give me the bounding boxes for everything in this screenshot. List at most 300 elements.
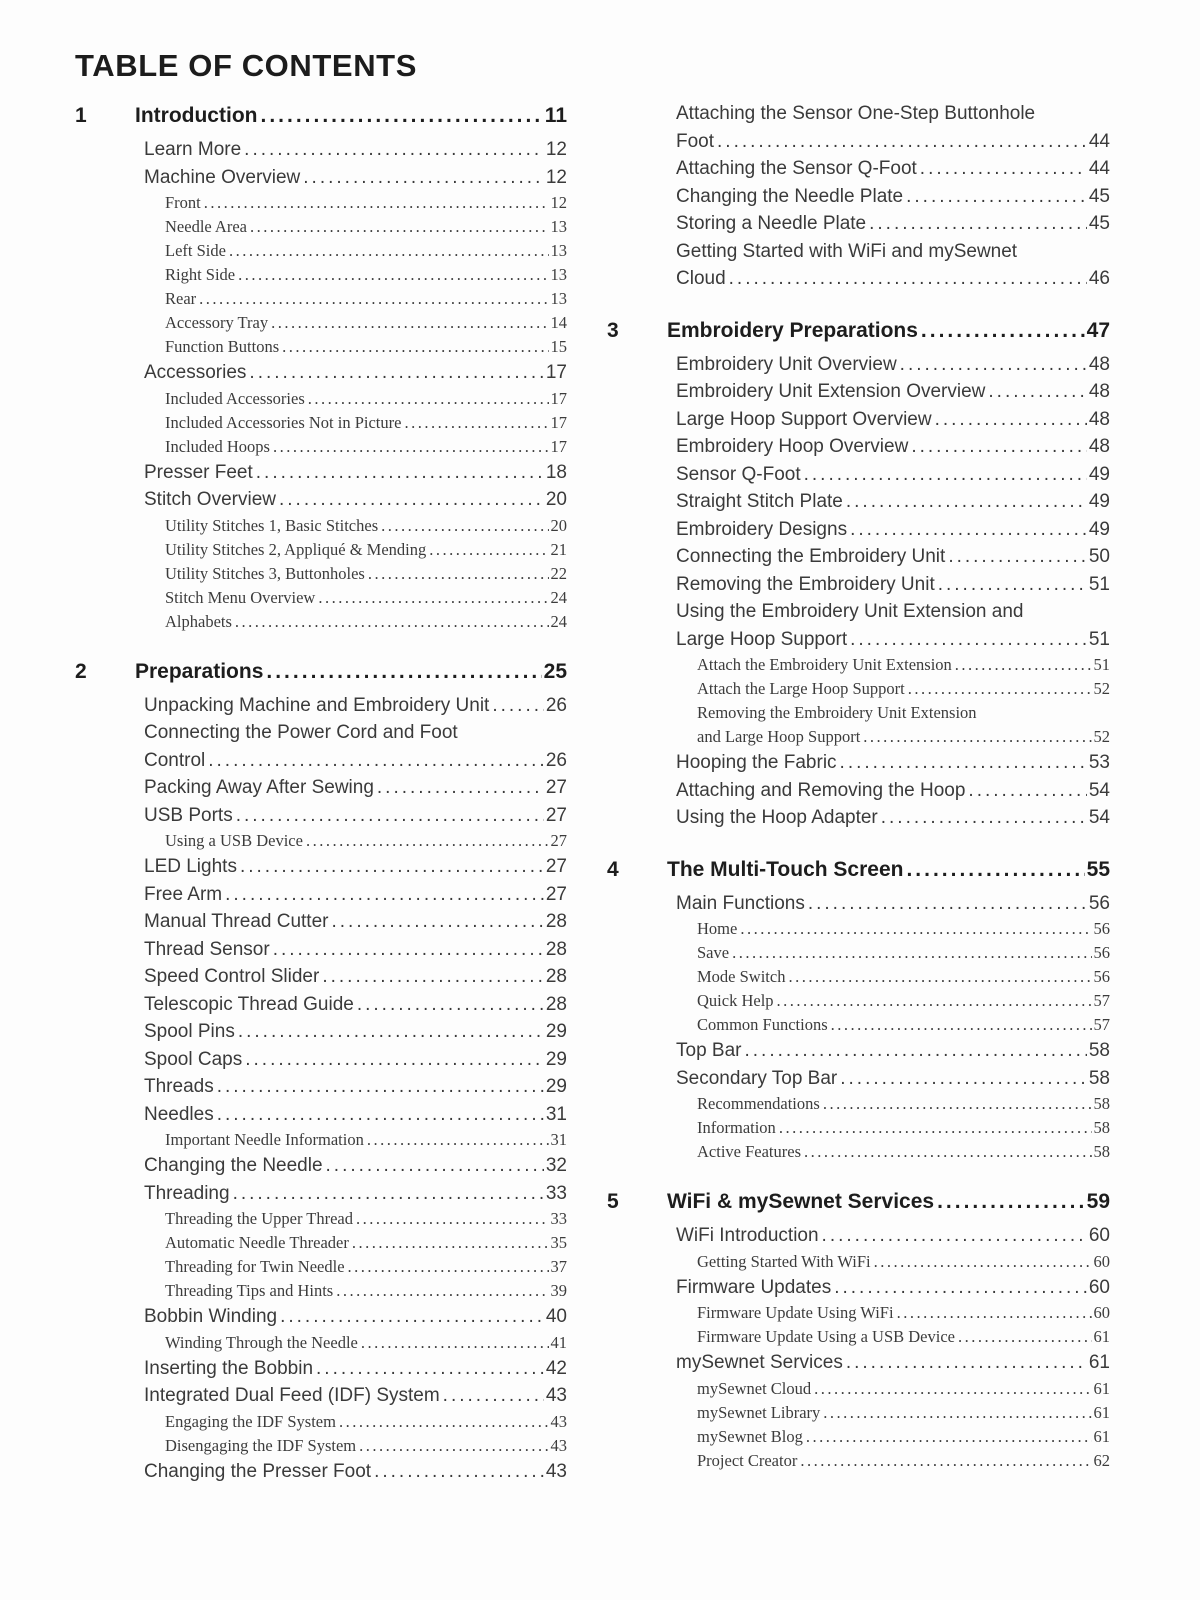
dot-leader bbox=[881, 804, 1087, 832]
toc-entry bbox=[165, 411, 567, 435]
entry-page-number: 29 bbox=[545, 1076, 567, 1097]
dot-leader bbox=[250, 215, 549, 239]
entry-label: Foot bbox=[676, 130, 715, 152]
chapter-number: 5 bbox=[607, 1190, 619, 1213]
dot-leader bbox=[744, 1037, 1086, 1065]
entry-page-number: 49 bbox=[1088, 518, 1110, 540]
toc-entry bbox=[165, 191, 567, 215]
dot-leader bbox=[779, 1116, 1092, 1140]
toc-entry bbox=[676, 598, 1110, 626]
entry-label: Rear bbox=[165, 289, 197, 308]
toc-entry bbox=[676, 1037, 1110, 1065]
toc-entry bbox=[144, 719, 567, 747]
dot-leader bbox=[920, 155, 1087, 183]
toc-entry bbox=[697, 941, 1110, 965]
toc-entry bbox=[676, 626, 1110, 654]
toc-entry bbox=[144, 1046, 567, 1074]
entry-label: Recommendations bbox=[697, 1094, 820, 1113]
toc-entry bbox=[144, 486, 567, 514]
entry-label: Telescopic Thread Guide bbox=[144, 993, 354, 1015]
entry-page-number: 54 bbox=[1088, 779, 1110, 801]
entry-page-number: 28 bbox=[545, 911, 567, 932]
entry-label: Save bbox=[697, 943, 730, 962]
entry-label: Free Arm bbox=[144, 883, 223, 905]
entry-label: Included Accessories Not in Picture bbox=[165, 412, 402, 432]
entry-page-number: 39 bbox=[550, 1281, 567, 1300]
dot-leader bbox=[238, 263, 548, 287]
entry-label: Function Buttons bbox=[165, 337, 280, 356]
dot-leader bbox=[282, 335, 548, 359]
toc-entry bbox=[676, 1349, 1110, 1377]
entry-page-number: 31 bbox=[545, 1103, 567, 1125]
entry-label: Stitch Menu Overview bbox=[165, 587, 316, 607]
toc-chapter-row bbox=[75, 102, 567, 130]
entry-page-number: 24 bbox=[550, 611, 567, 631]
entry-page-number: 61 bbox=[1088, 1352, 1110, 1373]
dot-leader bbox=[921, 317, 1085, 345]
toc-entry bbox=[144, 774, 567, 802]
entry-label: Changing the Presser Foot bbox=[144, 1460, 372, 1482]
dot-leader bbox=[336, 1279, 548, 1303]
entry-page-number: 13 bbox=[550, 265, 567, 284]
dot-leader bbox=[273, 936, 544, 964]
toc-entry bbox=[165, 215, 567, 239]
toc-entry bbox=[144, 908, 567, 936]
entry-label: Important Needle Information bbox=[165, 1130, 364, 1149]
entry-label: Straight Stitch Plate bbox=[676, 491, 843, 512]
entry-page-number: 52 bbox=[1093, 727, 1110, 746]
entry-label: Mode Switch bbox=[697, 967, 786, 986]
chapter-number: 2 bbox=[75, 659, 87, 683]
dot-leader bbox=[381, 514, 548, 538]
entry-page-number: 27 bbox=[545, 856, 567, 877]
dot-leader bbox=[357, 991, 544, 1019]
toc-entry bbox=[165, 514, 567, 538]
toc-entry bbox=[165, 1410, 567, 1434]
dot-leader bbox=[846, 488, 1087, 516]
dot-leader bbox=[280, 1303, 544, 1331]
entry-label: Active Features bbox=[697, 1142, 802, 1161]
toc-entry bbox=[144, 1101, 567, 1129]
toc-chapter-row bbox=[607, 856, 1110, 884]
entry-page-number: 43 bbox=[545, 1460, 567, 1482]
dot-leader bbox=[208, 747, 544, 775]
entry-label: Changing the Needle Plate bbox=[676, 185, 904, 207]
page-title: TABLE OF CONTENTS bbox=[75, 48, 417, 83]
toc-entry bbox=[165, 1255, 567, 1279]
chapter-title: Introduction bbox=[135, 104, 258, 127]
entry-label: Utility Stitches 1, Basic Stitches bbox=[165, 515, 379, 535]
entry-label: and Large Hoop Support bbox=[697, 727, 861, 746]
dot-leader bbox=[233, 1180, 544, 1208]
chapter-number: 1 bbox=[75, 104, 87, 127]
entry-page-number: 40 bbox=[545, 1306, 567, 1327]
entry-label: Winding Through the Needle bbox=[165, 1332, 358, 1352]
entry-label: Large Hoop Support Overview bbox=[676, 408, 932, 430]
toc-entry bbox=[697, 1116, 1110, 1140]
entry-page-number: 48 bbox=[1088, 436, 1110, 457]
entry-label: Front bbox=[165, 193, 201, 212]
dot-leader bbox=[846, 1349, 1087, 1377]
chapter-number: 3 bbox=[607, 318, 619, 342]
toc-entry bbox=[144, 1152, 567, 1180]
chapter-title: WiFi & mySewnet Services bbox=[667, 1190, 935, 1213]
entry-page-number: 17 bbox=[550, 412, 567, 432]
dot-leader bbox=[804, 461, 1087, 489]
entry-label: Machine Overview bbox=[144, 166, 301, 188]
entry-page-number: 20 bbox=[545, 489, 567, 510]
dot-leader bbox=[822, 1222, 1087, 1250]
toc-entry bbox=[165, 1331, 567, 1355]
entry-label: Needle Area bbox=[165, 217, 247, 236]
toc-columns bbox=[75, 100, 1110, 1485]
entry-label: Common Functions bbox=[697, 1015, 828, 1034]
entry-page-number: 45 bbox=[1088, 213, 1110, 234]
entry-page-number: 22 bbox=[550, 563, 567, 583]
toc-column-right bbox=[607, 100, 1110, 1473]
toc-entry bbox=[676, 804, 1110, 832]
toc-entry bbox=[144, 359, 567, 387]
toc-entry bbox=[697, 1449, 1110, 1473]
chapter-title: Embroidery Preparations bbox=[667, 318, 918, 342]
entry-label: Using the Embroidery Unit Extension and bbox=[676, 601, 1024, 622]
entry-page-number: 57 bbox=[1093, 991, 1110, 1010]
entry-page-number: 56 bbox=[1093, 919, 1110, 938]
toc-entry bbox=[144, 881, 567, 909]
entry-label: Embroidery Unit Overview bbox=[676, 353, 897, 375]
entry-label: LED Lights bbox=[144, 856, 237, 877]
dot-leader bbox=[850, 626, 1087, 654]
entry-page-number: 44 bbox=[1088, 130, 1110, 152]
entry-label: Firmware Update Using WiFi bbox=[697, 1303, 894, 1322]
entry-label: Connecting the Power Cord and Foot bbox=[144, 722, 458, 743]
dot-leader bbox=[316, 1355, 544, 1383]
entry-label: Attach the Large Hoop Support bbox=[697, 679, 905, 698]
entry-label: Embroidery Unit Extension Overview bbox=[676, 381, 986, 402]
toc-entry bbox=[165, 311, 567, 335]
entry-page-number: 48 bbox=[1088, 353, 1110, 375]
dot-leader bbox=[217, 1101, 544, 1129]
entry-label: Project Creator bbox=[697, 1450, 798, 1470]
entry-page-number: 43 bbox=[550, 1411, 567, 1431]
toc-entry bbox=[144, 164, 567, 192]
dot-leader bbox=[869, 210, 1087, 238]
entry-label: Accessory Tray bbox=[165, 313, 269, 332]
dot-leader bbox=[840, 1065, 1087, 1093]
dot-leader bbox=[236, 802, 544, 830]
entry-label: Thread Sensor bbox=[144, 938, 270, 960]
entry-label: Main Functions bbox=[676, 892, 805, 914]
entry-label: Threading Tips and Hints bbox=[165, 1281, 334, 1300]
entry-label: Packing Away After Sewing bbox=[144, 777, 374, 798]
entry-page-number: 56 bbox=[1093, 943, 1110, 962]
chapter-page-number: 47 bbox=[1086, 318, 1110, 342]
entry-page-number: 58 bbox=[1093, 1094, 1110, 1113]
dot-leader bbox=[911, 433, 1087, 461]
toc-entry bbox=[697, 917, 1110, 941]
entry-page-number: 56 bbox=[1088, 892, 1110, 914]
entry-page-number: 49 bbox=[1088, 463, 1110, 485]
dot-leader bbox=[492, 692, 544, 720]
toc-entry bbox=[165, 239, 567, 263]
entry-label: WiFi Introduction bbox=[676, 1225, 819, 1246]
chapter-title: Preparations bbox=[135, 659, 264, 683]
chapter-number: 4 bbox=[607, 857, 619, 881]
entry-page-number: 17 bbox=[550, 436, 567, 456]
dot-leader bbox=[429, 538, 548, 562]
toc-entry bbox=[697, 1325, 1110, 1349]
dot-leader bbox=[808, 890, 1087, 918]
toc-chapter-row bbox=[607, 317, 1110, 345]
entry-label: mySewnet Blog bbox=[697, 1426, 803, 1446]
entry-label: Connecting the Embroidery Unit bbox=[676, 546, 946, 567]
entry-label: Storing a Needle Plate bbox=[676, 213, 867, 234]
dot-leader bbox=[874, 1250, 1092, 1274]
entry-page-number: 60 bbox=[1093, 1303, 1110, 1322]
entry-label: Bobbin Winding bbox=[144, 1306, 278, 1327]
toc-entry bbox=[676, 265, 1110, 293]
dot-leader bbox=[244, 136, 544, 164]
toc-entry bbox=[697, 1401, 1110, 1425]
entry-page-number: 29 bbox=[545, 1021, 567, 1042]
entry-page-number: 44 bbox=[1088, 158, 1110, 179]
chapter-page-number: 55 bbox=[1086, 857, 1110, 881]
toc-entry bbox=[144, 136, 567, 164]
entry-label: Home bbox=[697, 919, 738, 938]
toc-entry bbox=[697, 1092, 1110, 1116]
dot-leader bbox=[217, 1073, 544, 1101]
entry-page-number: 13 bbox=[550, 241, 567, 260]
entry-label: Presser Feet bbox=[144, 461, 253, 483]
toc-entry bbox=[676, 571, 1110, 599]
dot-leader bbox=[377, 774, 544, 802]
entry-label: Quick Help bbox=[697, 991, 774, 1010]
dot-leader bbox=[273, 435, 549, 459]
dot-leader bbox=[235, 610, 549, 634]
toc-entry bbox=[165, 387, 567, 411]
entry-label: Attach the Embroidery Unit Extension bbox=[697, 655, 952, 674]
dot-leader bbox=[322, 963, 544, 991]
entry-page-number: 27 bbox=[545, 804, 567, 826]
entry-label: Unpacking Machine and Embroidery Unit bbox=[144, 694, 490, 716]
entry-label: mySewnet Cloud bbox=[697, 1378, 812, 1398]
dot-leader bbox=[271, 311, 548, 335]
dot-leader bbox=[240, 853, 544, 881]
entry-label: Top Bar bbox=[676, 1040, 742, 1061]
dot-leader bbox=[238, 1018, 544, 1046]
entry-label: Included Accessories bbox=[165, 388, 305, 408]
entry-page-number: 61 bbox=[1093, 1402, 1110, 1422]
entry-page-number: 33 bbox=[550, 1209, 567, 1228]
dot-leader bbox=[249, 359, 543, 387]
dot-leader bbox=[368, 562, 549, 586]
toc-entry bbox=[676, 1274, 1110, 1302]
dot-leader bbox=[777, 989, 1092, 1013]
entry-label: Attaching the Sensor Q-Foot bbox=[676, 158, 917, 179]
entry-page-number: 32 bbox=[545, 1155, 567, 1176]
dot-leader bbox=[729, 265, 1087, 293]
entry-page-number: 43 bbox=[550, 1435, 567, 1455]
dot-leader bbox=[935, 406, 1087, 434]
dot-leader bbox=[906, 183, 1087, 211]
toc-entry bbox=[165, 1128, 567, 1152]
entry-label: Attaching and Removing the Hoop bbox=[676, 779, 966, 801]
entry-label: Utility Stitches 2, Appliqué & Mending bbox=[165, 539, 427, 559]
dot-leader bbox=[788, 965, 1091, 989]
entry-page-number: 53 bbox=[1088, 752, 1110, 773]
dot-leader bbox=[348, 1255, 549, 1279]
toc-entry bbox=[676, 1222, 1110, 1250]
dot-leader bbox=[958, 1325, 1092, 1349]
toc-entry bbox=[165, 538, 567, 562]
entry-label: Getting Started With WiFi bbox=[697, 1251, 871, 1271]
toc-entry bbox=[165, 829, 567, 853]
entry-page-number: 58 bbox=[1088, 1067, 1110, 1089]
entry-label: mySewnet Services bbox=[676, 1352, 843, 1373]
entry-page-number: 37 bbox=[550, 1257, 567, 1276]
toc-entry bbox=[165, 335, 567, 359]
toc-entry bbox=[144, 1180, 567, 1208]
dot-leader bbox=[804, 1140, 1091, 1164]
toc-entry bbox=[165, 586, 567, 610]
dot-leader bbox=[279, 486, 544, 514]
entry-label: Removing the Embroidery Unit Extension bbox=[697, 703, 977, 722]
entry-label: Firmware Updates bbox=[676, 1276, 832, 1298]
entry-label: mySewnet Library bbox=[697, 1402, 821, 1422]
dot-leader bbox=[352, 1231, 549, 1255]
entry-label: Large Hoop Support bbox=[676, 628, 848, 650]
entry-page-number: 27 bbox=[550, 831, 567, 850]
toc-entry bbox=[165, 1207, 567, 1231]
toc-entry bbox=[676, 543, 1110, 571]
entry-label: Embroidery Hoop Overview bbox=[676, 436, 909, 457]
entry-page-number: 13 bbox=[550, 289, 567, 308]
entry-page-number: 57 bbox=[1093, 1015, 1110, 1034]
entry-label: Threading bbox=[144, 1182, 230, 1204]
entry-label: Utility Stitches 3, Buttonholes bbox=[165, 563, 365, 583]
entry-page-number: 52 bbox=[1093, 679, 1110, 698]
toc-entry bbox=[144, 1073, 567, 1101]
toc-entry bbox=[697, 677, 1110, 701]
entry-page-number: 58 bbox=[1093, 1142, 1110, 1161]
entry-page-number: 51 bbox=[1088, 628, 1110, 650]
dot-leader bbox=[908, 677, 1092, 701]
entry-page-number: 33 bbox=[545, 1182, 567, 1204]
toc-entry bbox=[144, 802, 567, 830]
entry-page-number: 24 bbox=[550, 587, 567, 607]
toc-entry bbox=[676, 1065, 1110, 1093]
entry-label: Threading for Twin Needle bbox=[165, 1257, 345, 1276]
entry-label: USB Ports bbox=[144, 804, 233, 826]
toc-entry bbox=[144, 853, 567, 881]
entry-label: Attaching the Sensor One-Step Buttonhole bbox=[676, 103, 1036, 124]
entry-page-number: 61 bbox=[1093, 1378, 1110, 1398]
entry-page-number: 60 bbox=[1093, 1251, 1110, 1271]
dot-leader bbox=[308, 387, 549, 411]
dot-leader bbox=[225, 881, 544, 909]
entry-page-number: 51 bbox=[1088, 573, 1110, 595]
toc-entry bbox=[165, 610, 567, 634]
entry-label: Stitch Overview bbox=[144, 489, 276, 510]
entry-label: Integrated Dual Feed (IDF) System bbox=[144, 1385, 440, 1406]
entry-label: Automatic Needle Threader bbox=[165, 1233, 349, 1252]
toc-entry bbox=[144, 963, 567, 991]
dot-leader bbox=[204, 191, 549, 215]
dot-leader bbox=[326, 1152, 544, 1180]
entry-page-number: 28 bbox=[545, 938, 567, 960]
toc-entry bbox=[676, 777, 1110, 805]
toc-entry bbox=[676, 406, 1110, 434]
dot-leader bbox=[968, 777, 1086, 805]
dot-leader bbox=[359, 1434, 548, 1458]
dot-leader bbox=[900, 351, 1087, 379]
toc-entry bbox=[144, 1382, 567, 1410]
entry-label: Manual Thread Cutter bbox=[144, 911, 329, 932]
dot-leader bbox=[740, 917, 1091, 941]
dot-leader bbox=[717, 128, 1087, 156]
entry-label: Alphabets bbox=[165, 611, 232, 631]
dot-leader bbox=[303, 164, 544, 192]
entry-page-number: 42 bbox=[545, 1357, 567, 1379]
dot-leader bbox=[806, 1425, 1092, 1449]
dot-leader bbox=[229, 239, 549, 263]
entry-label: Engaging the IDF System bbox=[165, 1411, 336, 1431]
entry-label: Accessories bbox=[144, 362, 247, 383]
toc-chapter-row bbox=[607, 1188, 1110, 1216]
dot-leader bbox=[356, 1207, 549, 1231]
dot-leader bbox=[443, 1382, 544, 1410]
dot-leader bbox=[361, 1331, 549, 1355]
chapter-page-number: 11 bbox=[544, 104, 567, 127]
chapter-title: The Multi-Touch Screen bbox=[667, 857, 904, 881]
entry-page-number: 48 bbox=[1088, 408, 1110, 430]
toc-entry bbox=[697, 965, 1110, 989]
entry-label: Threading the Upper Thread bbox=[165, 1209, 353, 1228]
entry-page-number: 29 bbox=[545, 1048, 567, 1070]
entry-label: Embroidery Designs bbox=[676, 518, 848, 540]
entry-label: Spool Pins bbox=[144, 1021, 235, 1042]
dot-leader bbox=[850, 516, 1087, 544]
entry-page-number: 15 bbox=[550, 337, 567, 356]
toc-entry bbox=[144, 747, 567, 775]
toc-entry bbox=[676, 183, 1110, 211]
dot-leader bbox=[840, 749, 1087, 777]
toc-entry bbox=[676, 238, 1110, 266]
entry-page-number: 12 bbox=[550, 193, 567, 212]
entry-label: Inserting the Bobbin bbox=[144, 1357, 314, 1379]
dot-leader bbox=[814, 1377, 1091, 1401]
toc-entry bbox=[165, 435, 567, 459]
dot-leader bbox=[988, 378, 1086, 406]
toc-entry bbox=[144, 1458, 567, 1486]
chapter-page-number: 25 bbox=[543, 659, 567, 683]
entry-page-number: 58 bbox=[1093, 1118, 1110, 1137]
dot-leader bbox=[367, 1128, 549, 1152]
entry-label: Cloud bbox=[676, 268, 726, 289]
dot-leader bbox=[948, 543, 1087, 571]
entry-page-number: 61 bbox=[1093, 1426, 1110, 1446]
toc-entry bbox=[165, 287, 567, 311]
entry-page-number: 12 bbox=[545, 139, 567, 160]
dot-leader bbox=[937, 1188, 1085, 1216]
toc-entry bbox=[144, 1355, 567, 1383]
toc-entry bbox=[676, 433, 1110, 461]
dot-leader bbox=[823, 1092, 1092, 1116]
toc-entry bbox=[676, 155, 1110, 183]
entry-page-number: 26 bbox=[545, 749, 567, 771]
toc-entry bbox=[697, 1013, 1110, 1037]
toc-entry bbox=[697, 725, 1110, 749]
